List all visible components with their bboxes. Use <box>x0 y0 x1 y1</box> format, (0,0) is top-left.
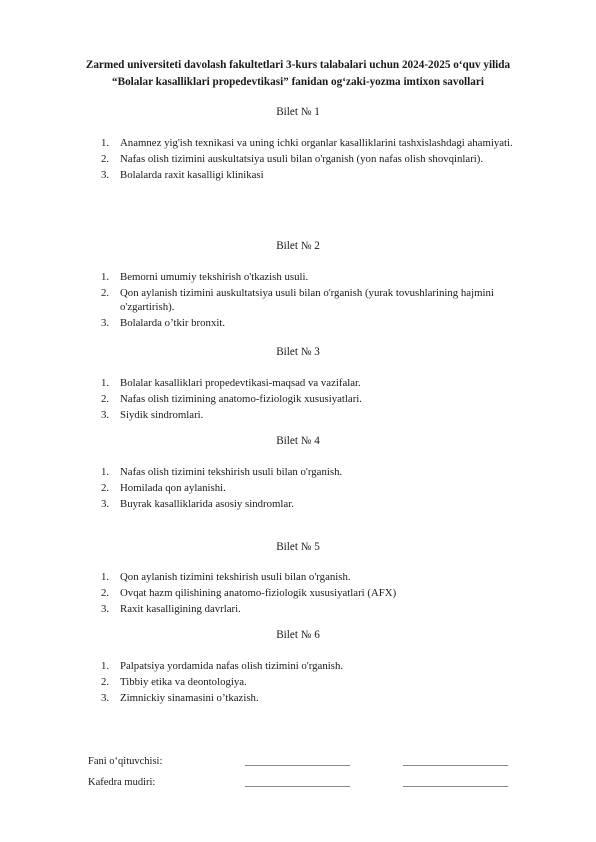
question-item <box>0 691 596 705</box>
name-line: ____________________ <box>403 777 508 788</box>
ticket-3-heading: Bilet № 3 <box>276 346 320 358</box>
question-number: 2. <box>101 587 110 599</box>
question-text: Buyrak kasalliklarida asosiy sindromlar. <box>120 498 294 510</box>
question-item <box>0 392 596 406</box>
question-text: Nafas olish tizimining anatomo-fiziologik xususiyatlari. <box>120 393 362 405</box>
signature-label: Fani o‘qituvchisi: <box>88 756 163 767</box>
document-title <box>60 57 536 91</box>
signature-line: ____________________ <box>245 777 350 788</box>
question-item <box>0 408 596 422</box>
question-item <box>0 270 596 284</box>
question-number: 1. <box>101 466 110 478</box>
question-item <box>0 481 596 495</box>
question-text: Qon aylanish tizimini auskultatsiya usuli bilan o'rganish (yurak tovushlarining hajmini o'zgartirish). <box>120 287 494 313</box>
question-text: Qon aylanish tizimini tekshirish usuli bilan o'rganish. <box>120 571 351 583</box>
question-item <box>0 136 596 150</box>
question-item <box>0 586 596 600</box>
ticket-6-heading: Bilet № 6 <box>276 629 320 641</box>
title-line-1: Zarmed universiteti davolash fakultetlari 3-kurs talabalari uchun 2024-2025 o‘quv yilida <box>85 59 511 71</box>
question-text: Bolalarda raxit kasalligi klinikasi <box>120 169 264 181</box>
question-number: 1. <box>101 137 110 149</box>
question-item <box>0 465 596 479</box>
question-text: Tibbiy etika va deontologiya. <box>120 676 247 688</box>
question-number: 2. <box>101 393 110 405</box>
question-number: 3. <box>101 603 110 615</box>
question-number: 1. <box>101 271 110 283</box>
question-text: Siydik sindromlari. <box>120 409 204 421</box>
question-text: Bolalar kasalliklari propedevtikasi-maqsad va vazifalar. <box>120 377 361 389</box>
question-text: Zimnickiy sinamasini o’tkazish. <box>120 692 259 704</box>
question-item <box>0 376 596 390</box>
question-text: Homilada qon aylanishi. <box>120 482 226 494</box>
question-item <box>0 602 596 616</box>
question-number: 1. <box>101 660 110 672</box>
signature-line: ____________________ <box>245 756 350 767</box>
question-number: 1. <box>101 377 110 389</box>
question-item <box>0 497 596 511</box>
question-item <box>0 168 596 182</box>
question-item <box>0 152 596 166</box>
ticket-5-heading: Bilet № 5 <box>276 541 320 553</box>
question-number: 3. <box>101 169 110 181</box>
question-number: 2. <box>101 153 110 165</box>
ticket-1-heading: Bilet № 1 <box>276 106 320 118</box>
question-number: 2. <box>101 676 110 688</box>
question-item <box>0 570 596 584</box>
ticket-2-questions <box>0 270 596 332</box>
question-text: Nafas olish tizimini auskultatsiya usuli bilan o'rganish (yon nafas olish shovqinlari). <box>120 153 484 165</box>
question-item <box>0 659 596 673</box>
question-number: 1. <box>101 571 110 583</box>
question-text: Ovqat hazm qilishining anatomo-fiziologik xususiyatlari (AFX) <box>120 587 397 599</box>
question-text: Palpatsiya yordamida nafas olish tizimini o'rganish. <box>120 660 344 672</box>
question-number: 3. <box>101 409 110 421</box>
ticket-4-questions <box>0 465 596 513</box>
question-number: 3. <box>101 692 110 704</box>
ticket-5-questions <box>0 570 596 618</box>
name-line: ____________________ <box>403 756 508 767</box>
question-text: Bemorni umumiy tekshirish o'tkazish usuli. <box>120 271 309 283</box>
ticket-2-heading: Bilet № 2 <box>276 240 320 252</box>
ticket-1-questions <box>0 136 596 184</box>
signature-label: Kafedra mudiri: <box>88 777 156 788</box>
ticket-3-questions <box>0 376 596 424</box>
question-text: Raxit kasalligining davrlari. <box>120 603 241 615</box>
question-item <box>0 316 596 330</box>
ticket-6-questions <box>0 659 596 707</box>
title-line-2: “Bolalar kasalliklari propedevtikasi” fanidan og‘zaki-yozma imtixon savollari <box>112 76 484 88</box>
question-text: Nafas olish tizimini tekshirish usuli bilan o'rganish. <box>120 466 343 478</box>
question-number: 2. <box>101 482 110 494</box>
question-number: 3. <box>101 498 110 510</box>
question-number: 3. <box>101 317 110 329</box>
question-item <box>0 286 596 314</box>
question-item <box>0 675 596 689</box>
question-number: 2. <box>101 287 110 299</box>
question-text: Anamnez yig'ish texnikasi va uning ichki organlar kasalliklarini tashxislashdagi ahamiyati. <box>120 137 513 149</box>
question-text: Bolalarda o’tkir bronxit. <box>120 317 226 329</box>
ticket-4-heading: Bilet № 4 <box>276 435 320 447</box>
